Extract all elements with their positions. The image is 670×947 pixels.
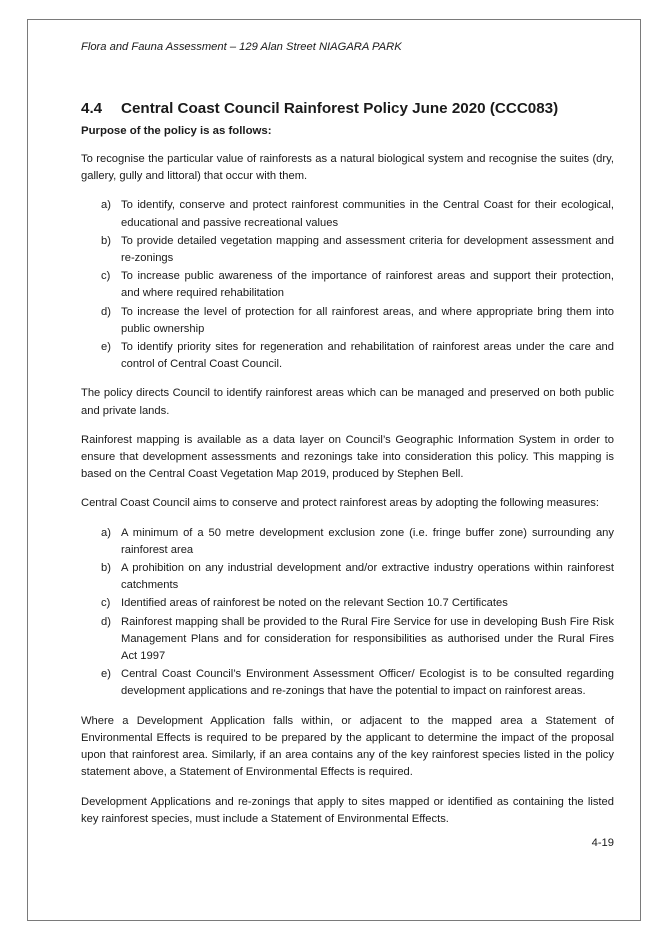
list-marker: b)	[101, 234, 111, 247]
intro-paragraph: To recognise the particular value of rainforests as a natural biological system and recognise the suites (dry, gallery, gully and littoral) that occur with them.	[81, 153, 614, 183]
list-item-text: To increase the level of protection for all rainforest areas, and where appropriate bring them into public ownership	[121, 305, 614, 335]
purpose-list	[81, 197, 614, 373]
list-item-text: To identify priority sites for regeneration and rehabilitation of rainforest areas under the care and control of Central Coast Council.	[121, 341, 614, 371]
list-item-text: A minimum of a 50 metre development exclusion zone (i.e. fringe buffer zone) surrounding any rainforest area	[121, 526, 614, 556]
list-item	[81, 525, 614, 559]
list-item	[81, 233, 614, 267]
list-marker: c)	[101, 597, 111, 610]
list-item-text: To provide detailed vegetation mapping and assessment criteria for development assessment and re-zonings	[121, 234, 614, 265]
measures-list	[81, 525, 614, 701]
measures-intro-paragraph: Central Coast Council aims to conserve and protect rainforest areas by adopting the following measures:	[81, 497, 600, 510]
list-item	[81, 560, 614, 594]
list-item	[81, 339, 614, 373]
list-marker: a)	[101, 526, 111, 539]
list-item	[81, 304, 614, 338]
development-application-paragraph: Where a Development Application falls within, or adjacent to the mapped area a Statement of Environmental Effects is required to be prepared by the applicant to determine the impact of the proposal upon that rainforest area. Similarly, if an area contains any of the key rainforest species listed in the policy statement above, a Statement of Environmental Effects is required.	[81, 714, 614, 779]
list-item	[81, 268, 614, 302]
list-marker: b)	[101, 562, 111, 575]
list-item-text: Rainforest mapping shall be provided to the Rural Fire Service for use in developing Bush Fire Risk Management Plans and for consideration for responsibilities as authorised under the Rural Fires Act 1997	[121, 615, 614, 663]
list-marker: d)	[101, 615, 111, 628]
list-item	[81, 197, 614, 231]
list-item-text: Central Coast Council’s Environment Assessment Officer/ Ecologist is to be consulted regarding development applications and re-zonings that have the potential to impact on rainforest areas.	[121, 668, 614, 698]
list-item-text: To identify, conserve and protect rainforest communities in the Central Coast for their ecological, educational and passive recreational values	[121, 199, 614, 229]
list-item-text: Identified areas of rainforest be noted on the relevant Section 10.7 Certificates	[121, 597, 508, 610]
section-title-text: Central Coast Council Rainforest Policy June 2020 (CCC083)	[121, 100, 559, 117]
list-item-text: To increase public awareness of the importance of rainforest areas and support their protection, and where required rehabilitation	[121, 270, 614, 300]
list-marker: c)	[101, 270, 111, 283]
list-item	[81, 614, 614, 666]
list-item	[81, 595, 614, 612]
directs-paragraph: The policy directs Council to identify rainforest areas which can be managed and preserved on both public and private lands.	[81, 387, 614, 417]
rezonings-paragraph: Development Applications and re-zonings that apply to sites mapped or identified as containing the listed key rainforest species, must include a Statement of Environmental Effects.	[81, 795, 614, 825]
list-marker: e)	[101, 668, 111, 681]
list-item	[81, 666, 614, 700]
purpose-heading: Purpose of the policy is as follows:	[81, 125, 272, 137]
section-number: 4.4	[81, 100, 103, 117]
list-marker: e)	[101, 341, 111, 354]
running-header: Flora and Fauna Assessment – 129 Alan Street NIAGARA PARK	[81, 41, 402, 53]
page-number: 4-19	[591, 836, 614, 849]
list-item-text: A prohibition on any industrial development and/or extractive industry operations within rainforest catchments	[121, 562, 614, 592]
list-marker: a)	[101, 199, 111, 212]
list-marker: d)	[101, 305, 111, 318]
section-title	[81, 99, 614, 118]
page-content	[81, 40, 614, 850]
mapping-paragraph: Rainforest mapping is available as a data layer on Council’s Geographic Information System in order to ensure that development assessments and rezonings take into consideration this policy. This mapping is based on the Central Coast Vegetation Map 2019, produced by Stephen Bell.	[81, 433, 614, 481]
